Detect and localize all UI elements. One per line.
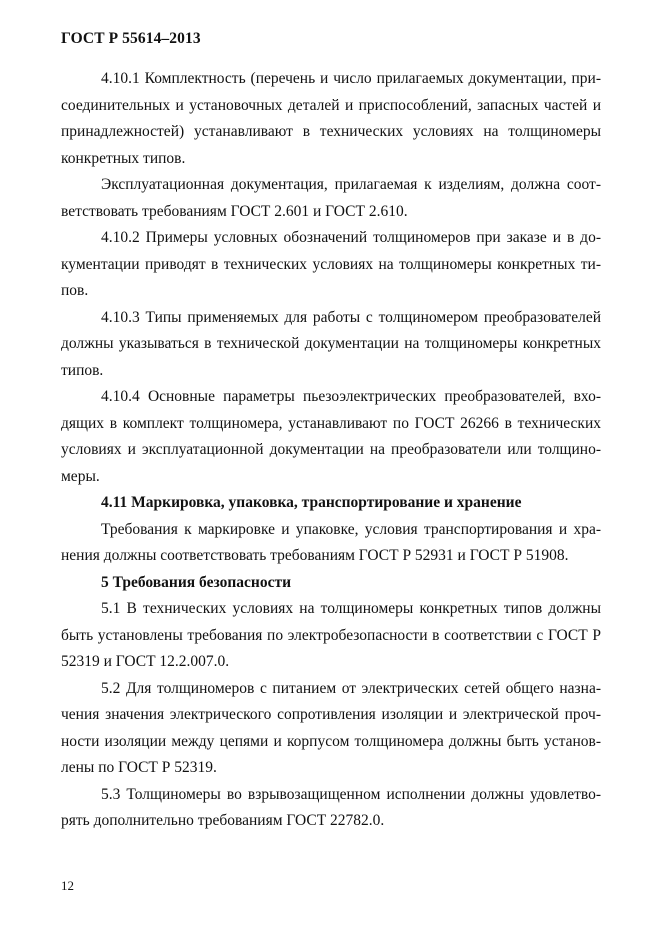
paragraph-4-10-3: 4.10.3 Типы применяемых для работы с толщиномером преобразователей должны указываться в технической документации на толщиномеры конкретных типов. [61, 308, 601, 379]
paragraph-4-10-2: 4.10.2 Примеры условных обозначений толщиномеров при заказе и в документации приводят в технических условиях на толщиномеры конкретных типов. [61, 229, 601, 299]
paragraph-5-1: 5.1 В технических условиях на толщиномеры конкретных типов должны быть установлены требования по электробезопасности в соответствии с ГОСТ Р 52319 и ГОСТ 12.2.007.0. [61, 600, 601, 670]
document-body [61, 66, 601, 835]
paragraph-operational-documentation: Эксплуатационная документация, прилагаемая к изделиям, должна соответствовать требованиям ГОСТ 2.601 и ГОСТ 2.610. [61, 176, 601, 220]
paragraph-5-3: 5.3 Толщиномеры во взрывозащищенном исполнении должны удовлетворять дополнительно требованиям ГОСТ 22782.0. [61, 785, 601, 829]
paragraph-4-10-1: 4.10.1 Комплектность (перечень и число прилагаемых документации, присоединительных и установочных деталей и приспособлений, запасных частей и принадлежностей) устанавливают в технических условиях на толщиномеры конкретных типов. [61, 70, 601, 167]
page-number: 12 [61, 878, 74, 893]
section-heading-5: 5 Требования безопасности [101, 573, 292, 591]
document-header-code: ГОСТ Р 55614–2013 [61, 30, 201, 47]
paragraph-4-11: Требования к маркировке и упаковке, условия транспортирования и хранения должны соответствовать требованиям ГОСТ Р 52931 и ГОСТ Р 51908. [61, 520, 601, 564]
section-heading-4-11: 4.11 Маркировка, упаковка, транспортирование и хранение [101, 494, 522, 511]
paragraph-4-10-4: 4.10.4 Основные параметры пьезоэлектрических преобразователей, входящих в комплект толщиномера, устанавливают по ГОСТ 26266 в технических условиях и эксплуатационной документации на преобразователи или толщиномеры. [61, 388, 601, 485]
paragraph-5-2: 5.2 Для толщиномеров с питанием от электрических сетей общего назначения значения электрического сопротивления изоляции и электрической прочности изоляции между цепями и корпусом толщиномера должны быть установлены по ГОСТ Р 52319. [61, 679, 601, 776]
